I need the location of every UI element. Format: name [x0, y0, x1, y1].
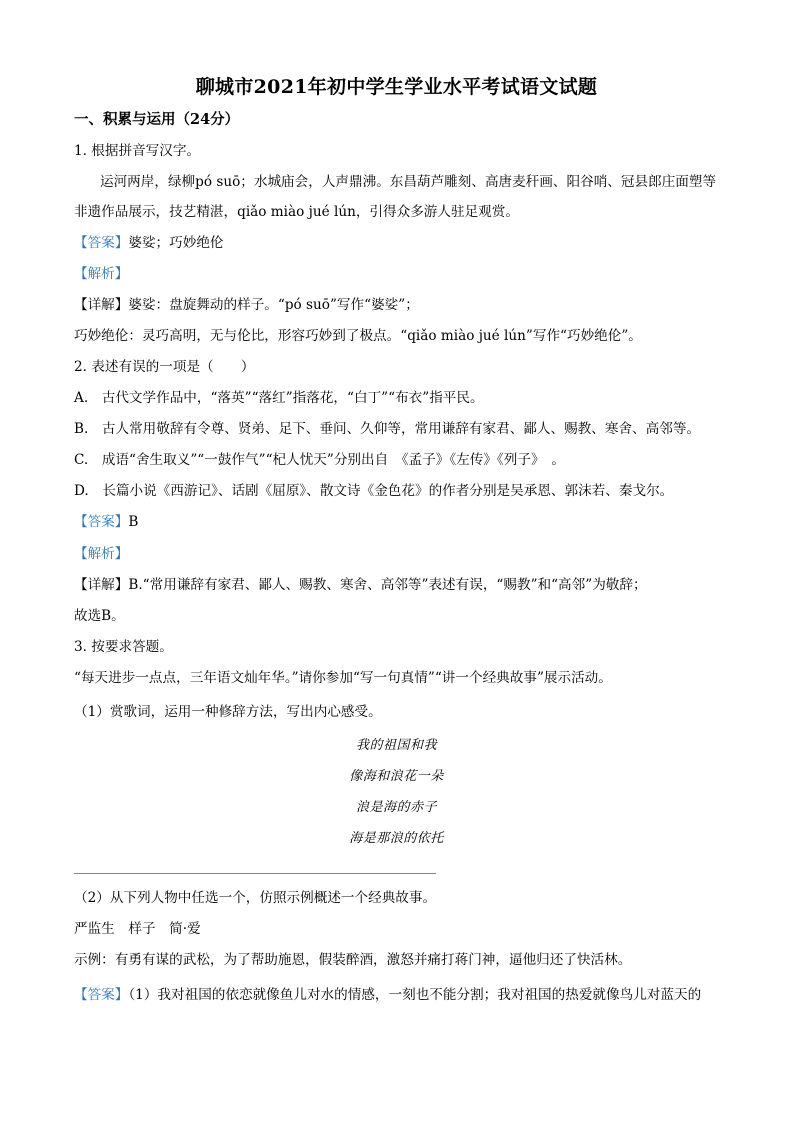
answer-blank-line [74, 873, 436, 874]
q3-characters: 严监生 样子 简·爱 [74, 921, 201, 937]
q1-analysis-tag: 【解析】 [74, 266, 129, 282]
q1-stem: 1. 根据拼音写汉字。 [74, 143, 201, 159]
detail-tag: 【详解】 [74, 577, 129, 593]
q2-answer [74, 513, 734, 531]
q2-option-d: D. 长篇小说《西游记》、话剧《屈原》、散文诗《金色花》的作者分别是吴承恩、郭沫若、秦戈尔。 [74, 483, 674, 499]
page-title: 聊城市2021年初中学生学业水平考试语文试题 [195, 76, 598, 98]
q1-passage-line1: 运河两岸，绿柳pó suō；水城庙会，人声鼎沸。东昌葫芦雕刻、高唐麦秆画、阳谷哨、冠县郎庄面塑等 [100, 174, 717, 190]
q2-stem: 2. 表述有误的一项是（ ） [74, 359, 255, 375]
q1-detail-line2: 巧妙绝伦：灵巧高明，无与伦比，形容巧妙到了极点。“qiǎo miào jué lún”写作“巧妙绝伦”。 [74, 328, 642, 344]
q2-analysis-tag: 【解析】 [74, 546, 129, 562]
q3-intro: “每天进步一点点，三年语文灿年华。”请你参加“写一句真情”“讲一个经典故事”展示活动。 [74, 670, 612, 686]
q3-answer [74, 986, 734, 1004]
q1-passage-line2: 非遗作品展示，技艺精湛，qiǎo miào jué lún，引得众多游人驻足观赏。 [74, 204, 519, 220]
detail-tag: 【详解】 [74, 297, 129, 313]
poem-line: 浪是海的赤子 [355, 800, 437, 815]
answer-tag: 【答案】 [74, 235, 129, 251]
q3-answer-text: （1）我对祖国的依恋就像鱼儿对水的情感，一刻也不能分割；我对祖国的热爱就像鸟儿对蓝天的 [128, 987, 702, 1003]
q1-answer-text: 婆娑；巧妙绝伦 [128, 235, 224, 251]
q2-option-c: C. 成语“舍生取义”“一鼓作气”“杞人忧天”分别出自 《孟子》《左传》《列子》 。 [74, 452, 565, 468]
poem-line: 像海和浪花一朵 [349, 769, 444, 784]
poem-line: 我的祖国和我 [355, 738, 437, 753]
q2-answer-text: B [128, 514, 139, 530]
q2-option-b: B. 古人常用敬辞有令尊、贤弟、足下、垂问、久仰等，常用谦辞有家君、鄙人、赐教、寒舍、高邻等。 [74, 421, 701, 437]
answer-tag: 【答案】 [74, 987, 129, 1003]
answer-tag: 【答案】 [74, 514, 129, 530]
q1-answer [74, 234, 734, 252]
q3-stem: 3. 按要求答题。 [74, 639, 173, 655]
q1-detail-line1 [74, 296, 734, 314]
q2-option-a: A. 古代文学作品中，“落英”“落红”指落花，“白丁”“布衣”指平民。 [74, 390, 484, 406]
q2-detail-line2: 故选B。 [74, 608, 125, 624]
q3-sub1: （1）赏歌词，运用一种修辞方法，写出内心感受。 [74, 704, 382, 720]
q1-detail-text1: 婆娑：盘旋舞动的样子。“pó suō”写作“婆娑”； [128, 297, 419, 313]
section-heading: 一、积累与运用（24分） [74, 111, 240, 128]
q2-detail-line1 [74, 576, 734, 594]
poem-line: 海是那浪的依托 [349, 831, 444, 846]
q3-example: 示例：有勇有谋的武松，为了帮助施恩，假装醉酒，激怒并痛打蒋门神，逼他归还了快活林。 [74, 952, 632, 968]
q2-detail-text1: B.“常用谦辞有家君、鄙人、赐教、寒舍、高邻等”表述有误，“赐教”和“高邻”为敬辞； [128, 577, 647, 593]
q3-sub2: （2）从下列人物中任选一个，仿照示例概述一个经典故事。 [74, 890, 437, 906]
